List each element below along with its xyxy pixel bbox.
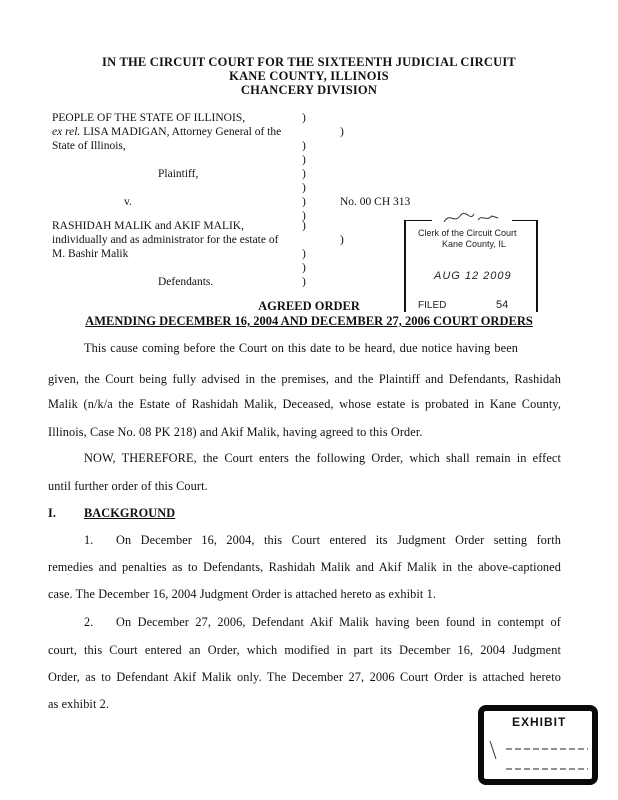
caption-paren: )	[302, 220, 306, 232]
defendant-line2: individually and as administrator for the estate of	[52, 234, 279, 246]
plaintiff-line2	[52, 125, 281, 139]
intro-line: This cause coming before the Court on this date to be heard, due notice having been	[84, 341, 518, 355]
versus: v.	[124, 196, 132, 208]
section-numeral: I.	[48, 506, 57, 520]
clerk-signature	[442, 210, 502, 226]
caption-paren: )	[302, 182, 306, 194]
plaintiff-role: Plaintiff,	[158, 168, 199, 180]
court-header-line3: CHANCERY DIVISION	[240, 83, 378, 97]
order-title-line1: AGREED ORDER	[258, 299, 360, 313]
para2-line: as exhibit 2.	[48, 697, 110, 711]
intro-line: Malik (n/k/a the Estate of Rashidah Malik, Deceased, whose estate is probated in Kane County,	[48, 397, 561, 411]
now-therefore-line: NOW, THEREFORE, the Court enters the following Order, which shall remain in effect	[84, 451, 561, 465]
stamp-date: AUG 12 2009	[434, 270, 512, 282]
order-title-line2	[0, 314, 618, 329]
filing-stamp	[404, 208, 542, 312]
court-header-line1: IN THE CIRCUIT COURT FOR THE SIXTEENTH JUDICIAL CIRCUIT	[102, 55, 516, 69]
plaintiff-line2-rest: LISA MADIGAN, Attorney General of the	[80, 126, 282, 138]
caption-paren: )	[302, 210, 306, 222]
plaintiff-line1: PEOPLE OF THE STATE OF ILLINOIS,	[52, 112, 246, 124]
order-title-line2-a: AMENDING DECEMBER 16, 2004	[85, 314, 279, 328]
para2-number: 2.	[84, 615, 94, 629]
caption-paren: )	[302, 248, 306, 260]
para2-line: On December 27, 2006, Defendant Akif Malik having been found in contempt of	[116, 615, 561, 629]
exhibit-fill-lines	[484, 729, 592, 779]
para2-line: court, this Court entered an Order, which modified in part its December 16, 2004 Judgment	[48, 643, 561, 657]
stamp-clerk-line: Clerk of the Circuit Court	[418, 228, 517, 238]
section-heading: BACKGROUND	[84, 506, 176, 520]
caption-paren: )	[340, 234, 344, 246]
defendant-role: Defendants.	[158, 276, 214, 288]
stamp-filed-label: FILED	[418, 300, 447, 311]
now-therefore-line: until further order of this Court.	[48, 479, 208, 493]
caption-paren: )	[302, 168, 306, 180]
caption-paren: )	[302, 154, 306, 166]
caption-paren: )	[302, 196, 306, 208]
para2-line: Order, as to Defendant Akif Malik only. The December 27, 2006 Court Order is attached hereto	[48, 670, 561, 684]
para1-number: 1.	[84, 533, 94, 547]
stamp-number: 54	[496, 299, 509, 311]
caption-paren: )	[302, 140, 306, 152]
ex-rel-text: ex rel.	[52, 126, 81, 138]
caption-paren: )	[340, 126, 344, 138]
court-header-line2: KANE COUNTY, ILLINOIS	[229, 69, 389, 83]
caption-paren: )	[302, 262, 306, 274]
intro-line: Illinois, Case No. 08 PK 218) and Akif Malik, having agreed to this Order.	[48, 425, 423, 439]
order-title-line2-b: AND DECEMBER 27, 2006 COURT ORDERS	[278, 314, 533, 328]
caption-paren: )	[302, 112, 306, 124]
caption-paren: )	[302, 276, 306, 288]
case-number: No. 00 CH 313	[340, 196, 411, 208]
defendant-line3: M. Bashir Malik	[52, 248, 129, 260]
para1-line: remedies and penalties as to Defendants, Rashidah Malik and Akif Malik in the above-captioned	[48, 560, 561, 574]
exhibit-sticker	[478, 705, 598, 785]
stamp-county-line: Kane County, IL	[442, 239, 506, 249]
defendant-line1: RASHIDAH MALIK and AKIF MALIK,	[52, 220, 244, 232]
plaintiff-line3: State of Illinois,	[52, 140, 126, 152]
intro-line: given, the Court being fully advised in the premises, and the Plaintiff and Defendants, Rashidah	[48, 372, 561, 386]
para1-line: case. The December 16, 2004 Judgment Order is attached hereto as exhibit 1.	[48, 587, 437, 601]
exhibit-label: EXHIBIT	[512, 715, 567, 729]
para1-line: On December 16, 2004, this Court entered its Judgment Order setting forth	[116, 533, 561, 547]
